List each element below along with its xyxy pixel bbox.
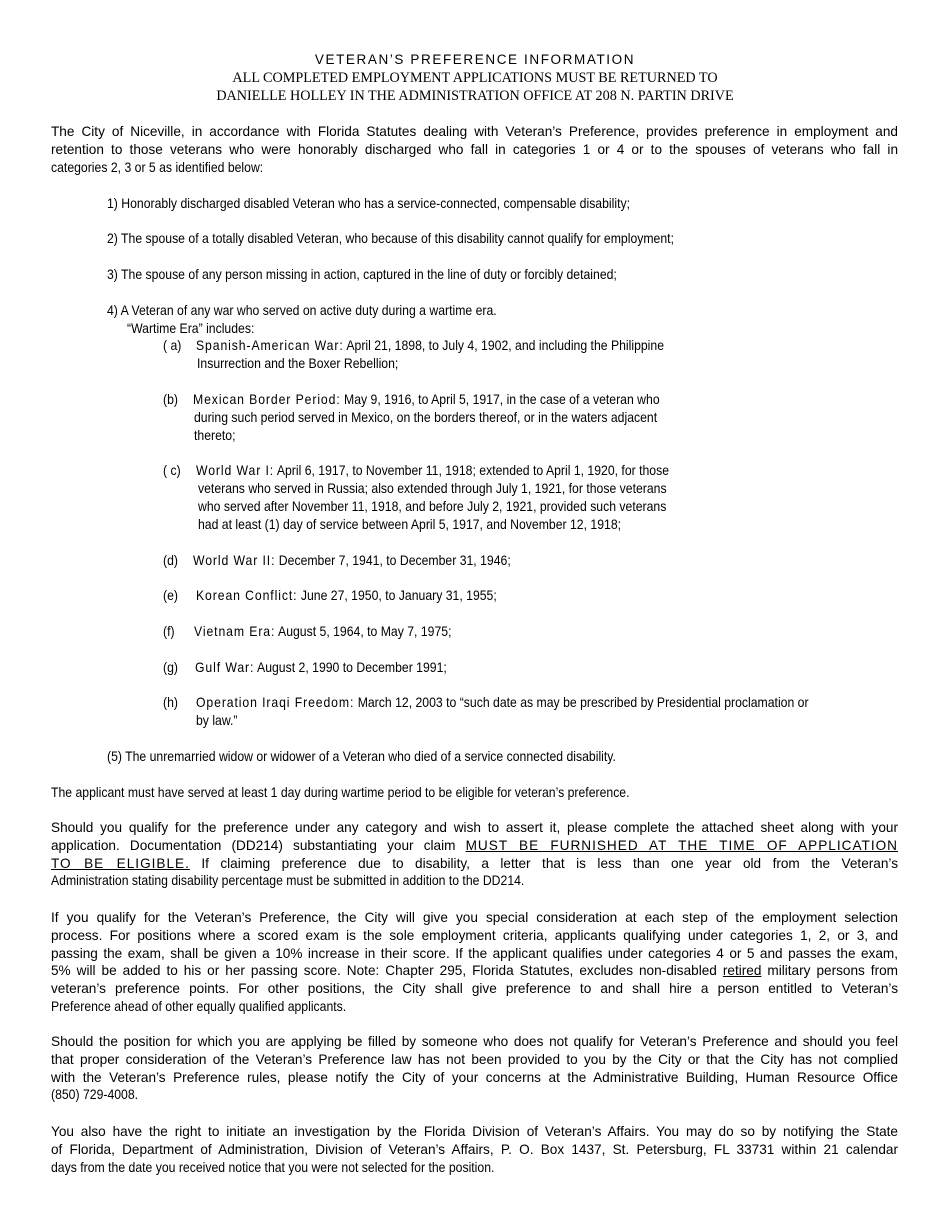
text-line: passing the exam, shall be given a 10% increase in their score. If the applicant qualifies under categories 4 or 5 and passes the exam,: [51, 945, 898, 961]
category-item-4: 4) A Veteran of any war who served on active duty during a wartime era.: [107, 303, 497, 318]
intro-paragraph: [51, 123, 898, 176]
text-line: (850) 729-4008.: [51, 1087, 139, 1103]
wartime-eligibility-note: The applicant must have served at least 1 day during wartime period to be eligible for veteran’s preference.: [51, 785, 630, 800]
era-a-label: ( a): [163, 338, 182, 353]
text-line: The City of Niceville, in accordance with Florida Statutes dealing with Veteran’s Preference, provides preference in employment and: [51, 124, 898, 139]
retired-emphasis: retired: [722, 963, 762, 979]
text-segment: military persons from: [761, 963, 898, 979]
eligibility-requirement: TO BE ELIGIBLE.: [51, 855, 190, 871]
era-a-dates: April 21, 1898, to July 4, 1902, and including the Philippine: [346, 338, 665, 353]
text-line: Should you qualify for the preference under any category and wish to assert it, please complete the attached sheet along with your: [51, 820, 898, 835]
era-a-line: [196, 337, 664, 355]
era-b-continuation: thereto;: [194, 428, 236, 443]
era-d-dates: December 7, 1941, to December 31, 1946;: [278, 553, 511, 568]
era-h-name: Operation Iraqi Freedom:: [196, 695, 355, 710]
text-line: with the Veteran’s Preference rules, please notify the City of your concerns at the Administrative Building, Human Resource Office: [51, 1069, 898, 1085]
text-line: categories 2, 3 or 5 as identified below:: [51, 159, 264, 175]
era-d-label: (d): [163, 553, 178, 568]
era-f-dates: August 5, 1964, to May 7, 1975;: [278, 624, 452, 639]
era-f-line: [194, 623, 451, 641]
era-h-line: [196, 694, 809, 712]
era-c-name: World War I:: [196, 463, 275, 478]
era-a-name: Spanish-American War:: [196, 338, 344, 353]
concerns-paragraph: [51, 1033, 898, 1104]
text-line: that proper consideration of the Veteran’s Preference law has not been provided to you by the City or that the City has not complied: [51, 1051, 898, 1067]
era-c-continuation: who served after November 11, 1918, and before July 2, 1921, provided such veterans: [198, 499, 667, 514]
text-line: You also have the right to initiate an investigation by the Florida Division of Veteran’s Affairs. You may do so by notifying the State: [51, 1124, 898, 1139]
header-address-line: DANIELLE HOLLEY IN THE ADMINISTRATION OFFICE AT 208 N. PARTIN DRIVE: [216, 88, 734, 104]
era-c-label: ( c): [163, 463, 181, 478]
era-g-label: (g): [163, 660, 178, 675]
furnish-requirement: MUST BE FURNISHED AT THE TIME OF APPLICATION: [465, 837, 898, 853]
era-f-name: Vietnam Era:: [194, 624, 276, 639]
text-line: [51, 962, 898, 980]
text-line: [51, 855, 898, 873]
era-f-label: (f): [163, 624, 175, 639]
era-d-line: [193, 552, 511, 570]
documentation-paragraph: [51, 819, 898, 890]
text-line: veteran’s preference points. For other positions, the City shall give preference to and shall hire a person entitled to Veteran’s: [51, 981, 898, 997]
investigation-paragraph: [51, 1123, 898, 1176]
era-g-dates: August 2, 1990 to December 1991;: [257, 660, 447, 675]
era-b-label: (b): [163, 392, 178, 407]
era-c-continuation: veterans who served in Russia; also extended through July 1, 1921, for those veterans: [198, 481, 667, 496]
era-d-name: World War II:: [193, 553, 276, 568]
text-line: [51, 837, 898, 855]
text-segment: 5% will be added to his or her passing score. Note: Chapter 295, Florida Statutes, excludes non-disabled: [51, 963, 723, 979]
category-item-5: (5) The unremarried widow or widower of a Veteran who died of a service connected disability.: [107, 749, 616, 764]
text-line: If you qualify for the Veteran’s Preference, the City will give you special consideration at each step of the employment selection: [51, 910, 898, 925]
page-title: VETERAN’S PREFERENCE INFORMATION: [314, 52, 636, 67]
era-e-dates: June 27, 1950, to January 31, 1955;: [300, 588, 497, 603]
text-line: Administration stating disability percentage must be submitted in addition to the DD214.: [51, 873, 525, 889]
text-line: process. For positions where a scored exam is the sole employment criteria, applicants qualifying under categories 1, 2, or 3, and: [51, 927, 898, 943]
era-c-continuation: had at least (1) day of service between April 5, 1917, and November 12, 1918;: [198, 517, 622, 532]
text-line: Should the position for which you are applying be filled by someone who does not qualify for Veteran’s Preference and should you feel: [51, 1034, 898, 1049]
era-h-dates: March 12, 2003 to “such date as may be prescribed by Presidential proclamation or: [357, 695, 809, 710]
era-b-dates: May 9, 1916, to April 5, 1917, in the case of a veteran who: [344, 392, 660, 407]
era-g-line: [195, 659, 447, 677]
text-line: days from the date you received notice that you were not selected for the position.: [51, 1159, 495, 1175]
category-item-1: 1) Honorably discharged disabled Veteran who has a service-connected, compensable disability;: [107, 196, 630, 211]
era-c-line: [196, 462, 669, 480]
era-c-dates: April 6, 1917, to November 11, 1918; extended to April 1, 1920, for those: [276, 463, 670, 478]
era-e-name: Korean Conflict:: [196, 588, 298, 603]
era-h-continuation: by law.”: [196, 713, 238, 728]
era-e-label: (e): [163, 588, 178, 603]
text-line: retention to those veterans who were honorably discharged who fall in categories 1 or 4 or to the spouses of veterans who fall in: [51, 141, 898, 157]
era-a-continuation: Insurrection and the Boxer Rebellion;: [197, 356, 399, 371]
wartime-era-heading: “Wartime Era” includes:: [127, 321, 255, 336]
category-item-2: 2) The spouse of a totally disabled Veteran, who because of this disability cannot qualify for employment;: [107, 231, 674, 246]
era-b-continuation: during such period served in Mexico, on the borders thereof, or in the waters adjacent: [194, 410, 658, 425]
era-b-line: [193, 391, 660, 409]
text-line: Preference ahead of other equally qualified applicants.: [51, 998, 347, 1014]
category-item-3: 3) The spouse of any person missing in action, captured in the line of duty or forcibly detained;: [107, 267, 617, 282]
text-segment: If claiming preference due to disability, a letter that is less than one year old from the Veteran’s: [189, 855, 898, 871]
era-b-name: Mexican Border Period:: [193, 392, 341, 407]
era-h-label: (h): [163, 695, 178, 710]
text-line: of Florida, Department of Administration, Division of Veteran’s Affairs, P. O. Box 1437, St. Petersburg, FL 33731 within 21 calendar: [51, 1141, 898, 1157]
header-instruction-line: ALL COMPLETED EMPLOYMENT APPLICATIONS MUST BE RETURNED TO: [232, 70, 718, 86]
consideration-paragraph: [51, 909, 898, 1016]
era-g-name: Gulf War:: [195, 660, 255, 675]
era-e-line: [196, 587, 497, 605]
text-segment: application. Documentation (DD214) substantiating your claim: [51, 837, 466, 853]
